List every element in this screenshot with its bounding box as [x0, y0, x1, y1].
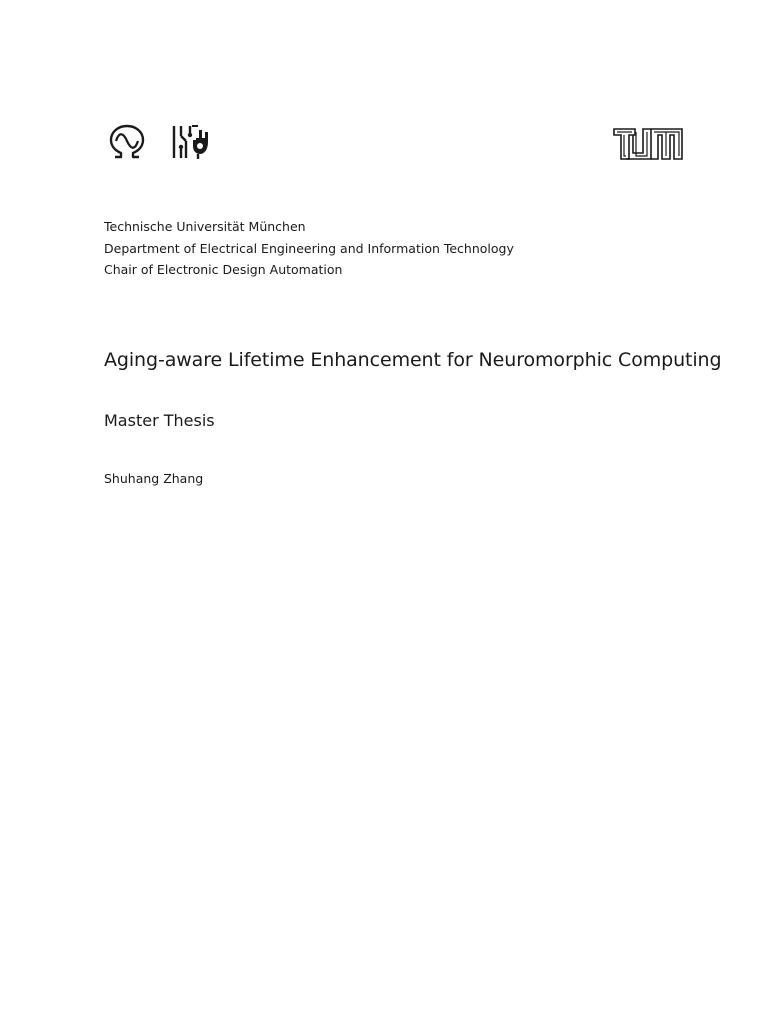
department-name: Department of Electrical Engineering and Information Technology: [104, 240, 514, 256]
thesis-title: Aging-aware Lifetime Enhancement for Neuromorphic Computing: [104, 349, 722, 371]
omega-sine-logo-icon: [107, 124, 147, 160]
affiliation-block: [104, 216, 514, 281]
university-name: Technische Universität München: [104, 219, 306, 234]
circuit-hand-logo-icon: [170, 124, 216, 160]
tum-logo-icon: [613, 128, 683, 160]
author-name: Shuhang Zhang: [104, 471, 204, 486]
chair-name: Chair of Electronic Design Automation: [104, 262, 343, 277]
document-type: Master Thesis: [104, 411, 215, 430]
